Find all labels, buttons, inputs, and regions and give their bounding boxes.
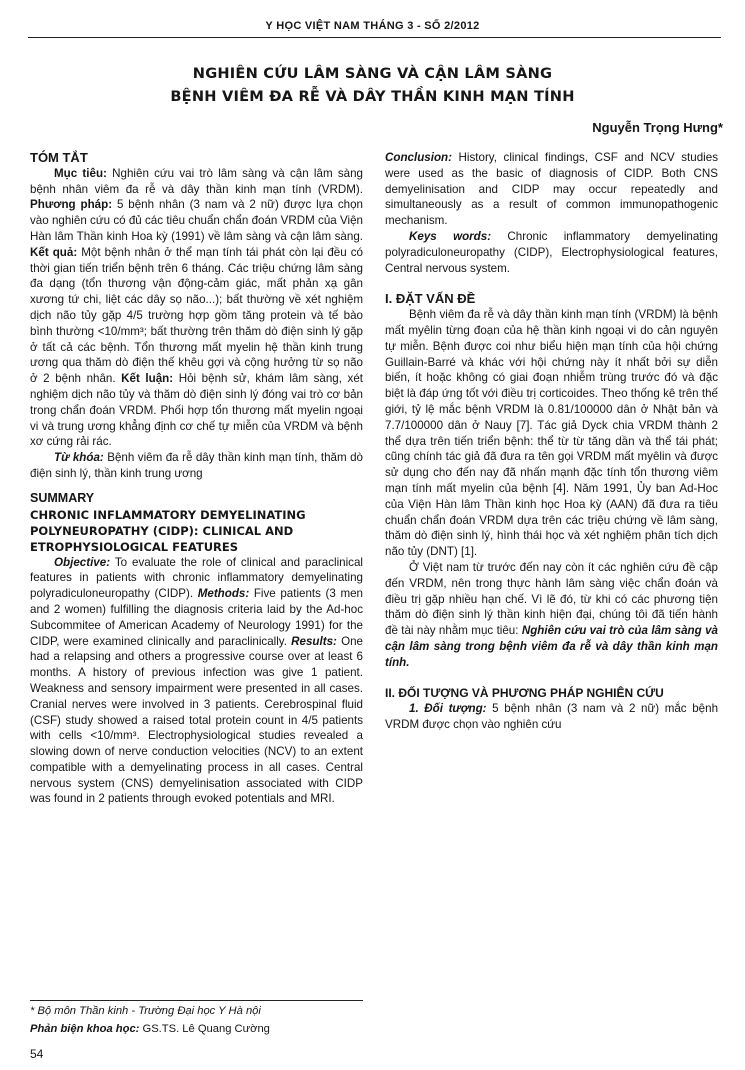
- footnote-rule: [30, 1000, 363, 1001]
- methods-text: Five patients (3 men and 2 women) fulfilling the diagnosis criteria laid by the Ad-hoc Subcommitee of American Academy of Neurology 1991) for the CIDP, were examined clinically and paraclinically.: [30, 587, 363, 648]
- keywords-en: [385, 229, 718, 276]
- left-column: [30, 150, 363, 807]
- result-text-vn: Một bệnh nhân ở thể mạn tính tái phát còn lại đều có thời gian tiến triển bệnh trên 6 tháng. Các triệu chứng lâm sàng đa dạng (tổn thương vận động-cảm giác, mất phản xạ gân xương tứ chi, liệt các dây sọ não...); bất thường về xét nghiệm dịch não tủy gặp 4/5 trường hợp gồm tăng protein và tế bào bình thường <10/mm³; bất thường trên thăm dò điện sinh lý gặp ở tất cả các bệnh. Tổn thương mất myelin hệ thần kinh trung ương qua thăm dò điện thế khêu gợi và cộng hưởng từ sọ não ở 2 bệnh nhân.: [30, 245, 363, 386]
- section-1-heading: I. ĐẶT VẤN ĐỀ: [385, 291, 476, 307]
- keywords-text: Chronic inflammatory demyelinating polyradiculoneuropathy (CIDP), Electrophysiological features, Central nervous system.: [385, 229, 718, 275]
- summary-continued: [385, 150, 718, 229]
- title-line-2: BỆNH VIÊM ĐA RỄ VÀ DÂY THẦN KINH MẠN TÍNH: [170, 88, 575, 105]
- section-2-heading: II. ĐỐI TƯỢNG VÀ PHƯƠNG PHÁP NGHIÊN CỨU: [385, 685, 664, 700]
- abstract-paragraph: [30, 166, 363, 450]
- footnote-affiliation: * Bộ môn Thần kinh - Trường Đại học Y Hà nội: [30, 1005, 261, 1017]
- section-1-aim: Nghiên cứu vai trò của lâm sàng và cận lâm sàng trong bệnh viêm đa rễ và dây thần kinh mạn tính.: [385, 624, 718, 669]
- subsection-label: 1. Đối tượng:: [409, 702, 487, 716]
- result-label-vn: Kết quả:: [30, 245, 78, 259]
- results-text: One had a relapsing and others a progressive course over at least 6 months. A history of previous infection was give 1 patient. Weakness and sensory impairment were presented in all cases. Cranial nerves were involved in 3 patients. Cerebrospinal fluid (CSF) study showed a raised total protein count in 4/5 patients with cells <10/mm³. Electrophysiological studies revealed a slowing down of nerve conduction velocities (NCV) to an extent compatible with a demyelinating process in all cases. Central nervous system (CNS) demyelinisation associated with CIDP was found in 2 patients through evoked potentials and MRI.: [30, 634, 364, 806]
- summary-heading: SUMMARY: [30, 490, 95, 505]
- summary-paragraph: [30, 555, 363, 808]
- right-column: [385, 150, 718, 733]
- objective-label-vn: Mục tiêu:: [54, 166, 107, 180]
- objective-text: To evaluate the role of clinical and paraclinical features in patients with chronic inflammatory demyelinating polyradiculoneuropathy (CIDP).: [30, 555, 363, 601]
- conclusion-label-vn: Kết luận:: [115, 372, 174, 386]
- objective-label: Objective:: [54, 555, 111, 569]
- reviewer-label: Phản biện khoa học:: [30, 1023, 140, 1035]
- results-label: Results:: [286, 634, 337, 648]
- section-1-p2-text: Ở Việt nam từ trước đến nay còn ít các nghiên cứu đề cập đến VRDM, nên trong thực hành lâm sàng việc chẩn đoán và điều trị gặp nhiều hạn chế. Vì lẽ đó, từ khi có các phương tiện thăm dò điện sinh lý thần kinh hiện đại, chúng tôi đã tiến hành đề tài này nhằm mục tiêu:: [385, 560, 718, 638]
- article-title: [0, 62, 745, 108]
- footnote-reviewer: [30, 1023, 270, 1035]
- section-1-paragraph-1: Bệnh viêm đa rễ và dây thần kinh mạn tính (VRDM) là bệnh mất myêlin từng đoạn của hệ thần kinh ngoại vi do cản nguyên tự miễn. Bệnh được coi như biểu hiện mạn tính của hội chứng Guillain-Barré và khác với hội chứng này ít nhất bởi sự diễn biến, ít hoặc không có giai đoạn nhiễm trùng trước đó và đặc biệt là đáp ứng tốt với điều trị corticoides. Theo thống kê trên thế giới, tỷ lệ mắc bệnh VRDM là 0.81/100000 dân ở Nhật bản và 7.7/100000 dân ở Nauy [7]. Tác giả Dyck chia VRDM thành 2 thể dựa trên tiến triển bệnh: thể từ từ tăng dần và thể tái phát; cũng chính tác giả đã đưa ra tên gọi VRDM mất myêlin và được sử dụng cho đến nay đã nhấn mạnh đặc tính tổn thương viêm mạn tính mất myelin của bệnh [4]. Năm 1991, Ủy ban Ad-Hoc của Viện Hàn lâm Thần kinh học Hoa kỳ (AAN) đã đưa ra tiêu chuẩn chẩn đoán VRDM dựa trên các triệu chứng về lâm sàng, thăm dò điện sinh lý, hình thái học và xét nghiệm phân tích dịch não tủy (DNT) [1].: [385, 308, 718, 559]
- summary-title-1: CHRONIC INFLAMMATORY DEMYELINATING: [30, 507, 306, 522]
- keywords-text-vn: Bệnh viêm đa rễ dây thần kinh mạn tính, thăm dò điện sinh lý, thần kinh trung ương: [30, 451, 363, 480]
- methods-label: Methods:: [193, 587, 250, 601]
- author: Nguyễn Trọng Hưng*: [592, 120, 723, 135]
- page-number: 54: [30, 1047, 44, 1061]
- reviewer-name: GS.TS. Lê Quang Cường: [139, 1023, 270, 1035]
- objective-text-vn: Nghiên cứu vai trò lâm sàng và cận lâm sàng bệnh nhân viêm đa rễ và dây thần kinh mạn tính (VRDM).: [30, 166, 363, 196]
- section-1-paragraph-2: [385, 560, 718, 671]
- abstract-heading: TÓM TẮT: [30, 150, 88, 165]
- header-rule: [28, 37, 721, 38]
- section-2-paragraph: [385, 701, 718, 733]
- summary-title-2: POLYNEUROPATHY (CIDP): CLINICAL AND: [30, 523, 294, 538]
- conclusion-text: History, clinical findings, CSF and NCV studies were used as the basic of diagnosis of CIDP. Both CNS demyelinisation and CIDP may occur repeatedly and simultaneously as a result of common immunopathogenic mechanism.: [385, 151, 718, 228]
- keywords-vn: [30, 450, 363, 482]
- method-text-vn: 5 bệnh nhân (3 nam và 2 nữ) được lựa chọn vào nghiên cứu có đủ các tiêu chuẩn chẩn đoán VRDM của Viện Hàn lâm Thần kinh Hoa kỳ (1991) về lâm sàng và cận lâm sàng.: [30, 198, 363, 243]
- keywords-label: Keys words:: [409, 229, 492, 243]
- keywords-label-vn: Từ khóa:: [54, 451, 104, 465]
- conclusion-text-vn: Hỏi bệnh sử, khám lâm sàng, xét nghiệm dịch não tủy và thăm dò điện sinh lý đóng vai trò cơ bản trong chẩn đoán VRDM. Phối hợp tổn thương mất myelin ngoại vi và trung ương khẳng định cơ chế tự miễn của VRDM và bệnh xơ cứng rải rác.: [30, 372, 363, 449]
- conclusion-label: Conclusion:: [385, 151, 452, 164]
- running-header: Y HỌC VIỆT NAM THÁNG 3 - SỐ 2/2012: [265, 20, 480, 32]
- method-label-vn: Phương pháp:: [30, 198, 113, 212]
- summary-title-3: ETROPHYSIOLOGICAL FEATURES: [30, 539, 239, 554]
- subsection-text: 5 bệnh nhân (3 nam và 2 nữ) mắc bệnh VRDM được chọn vào nghiên cứu: [385, 702, 719, 732]
- title-line-1: NGHIÊN CỨU LÂM SÀNG VÀ CẬN LÂM SÀNG: [192, 65, 553, 82]
